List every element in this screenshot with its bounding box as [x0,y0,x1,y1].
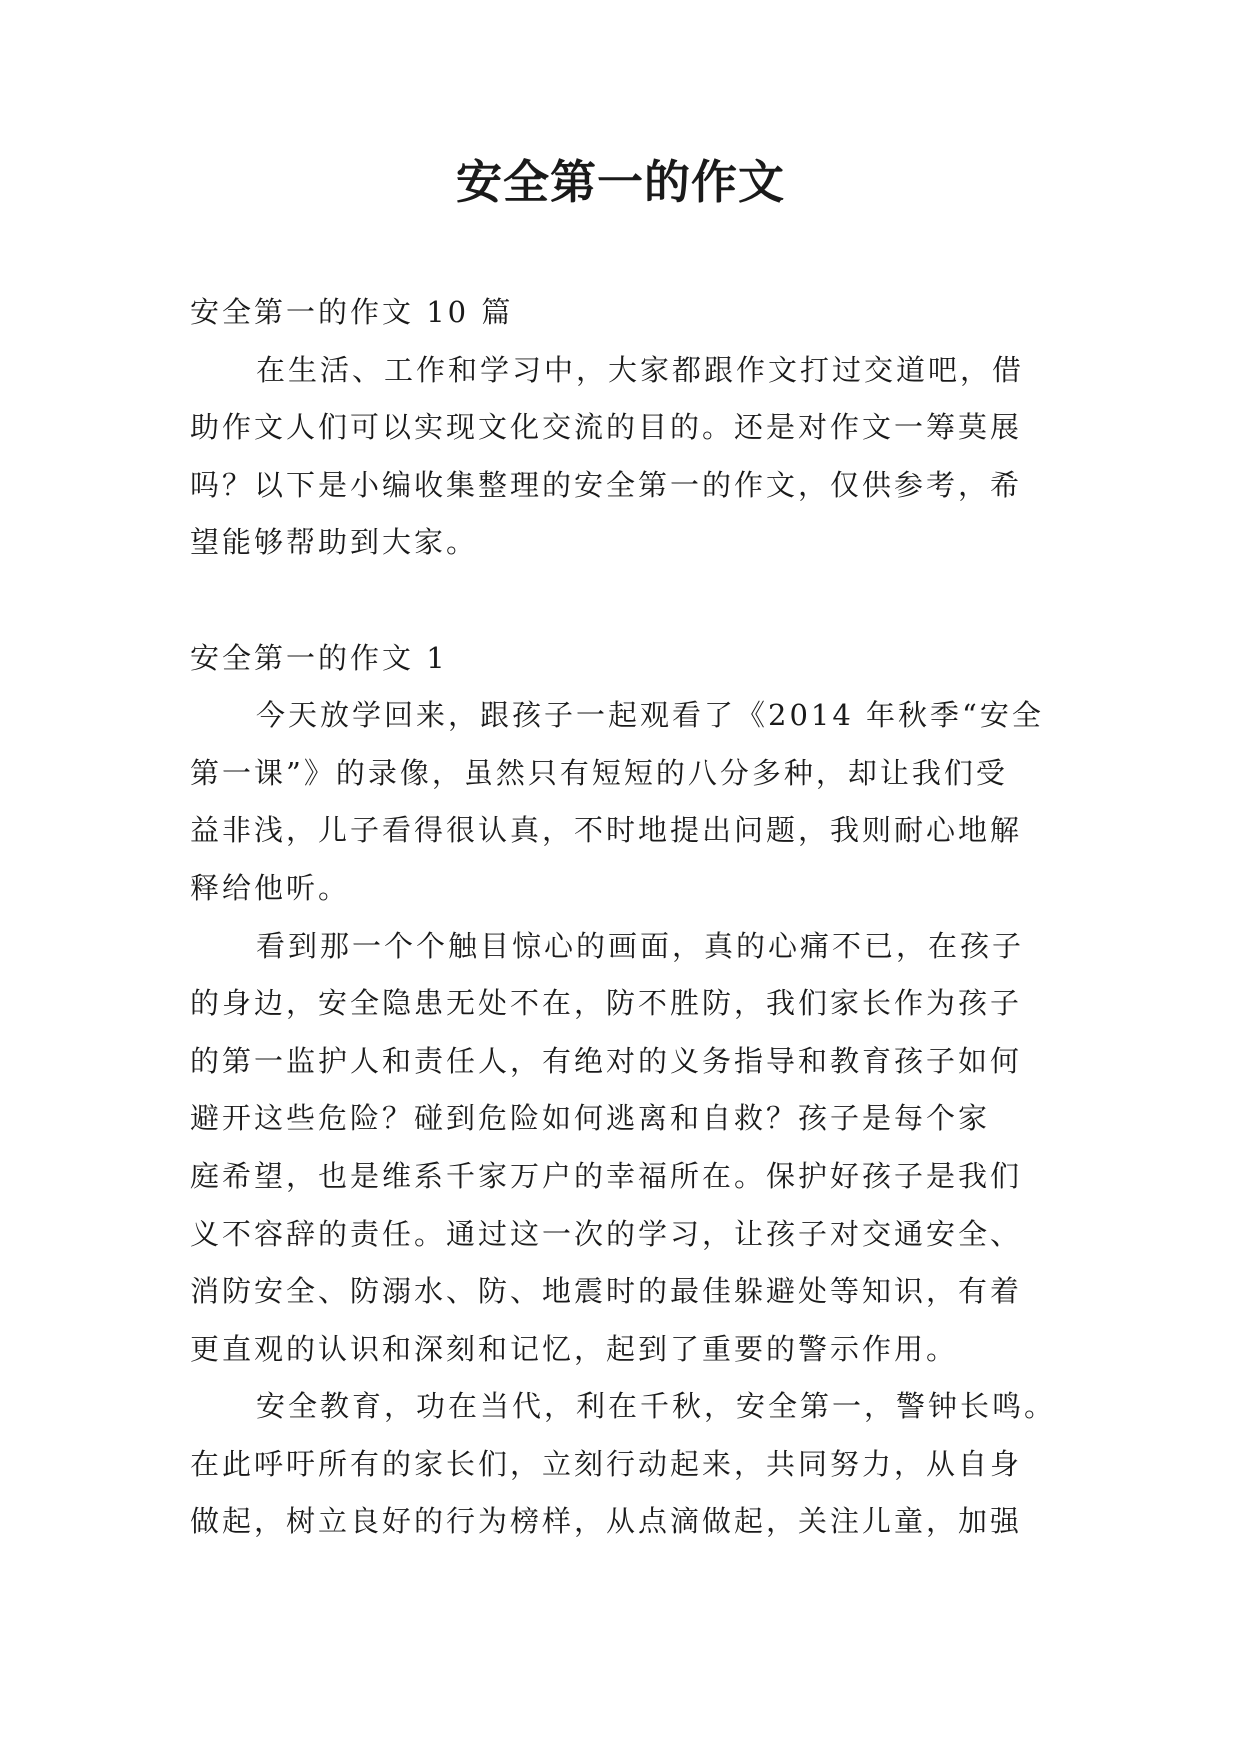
document-title: 安全第一的作文 [456,155,785,209]
paragraph-line: 避开这些危险？碰到危险如何逃离和自救？孩子是每个家 [190,1101,991,1136]
paragraph-line: 的第一监护人和责任人，有绝对的义务指导和教育孩子如何 [190,1043,1023,1078]
paragraph-line: 今天放学回来，跟孩子一起观看了《2014 年秋季“安全 [256,698,1044,733]
paragraph-line: 义不容辞的责任。通过这一次的学习，让孩子对交通安全、 [190,1216,1023,1251]
section-spacer [190,572,1050,630]
intro-line: 望能够帮助到大家。 [190,525,479,560]
essay-1-heading: 安全第一的作文 1 [190,640,448,675]
paragraph-line: 消防安全、防溺水、防、地震时的最佳躲避处等知识，有着 [190,1274,1023,1309]
paragraph-line: 更直观的认识和深刻和记忆，起到了重要的警示作用。 [190,1331,959,1366]
intro-line: 吗？以下是小编收集整理的安全第一的作文，仅供参考，希 [190,467,1023,502]
paragraph-line: 庭希望，也是维系千家万户的幸福所在。保护好孩子是我们 [190,1158,1023,1193]
document-body [190,284,1057,1551]
paragraph-line: 在此呼吁所有的家长们，立刻行动起来，共同努力，从自身 [190,1446,1023,1481]
essay-1-paragraph-1 [190,687,1050,917]
essay-1-paragraph-3 [190,1378,1057,1551]
paragraph-line: 第一课”》的录像，虽然只有短短的八分多种，却让我们受 [190,755,1008,790]
paragraph-line: 益非浅，儿子看得很认真，不时地提出问题，我则耐心地解 [190,813,1023,848]
intro-line: 在生活、工作和学习中，大家都跟作文打过交道吧，借 [256,352,1025,387]
paragraph-line: 看到那一个个触目惊心的画面，真的心痛不已，在孩子 [256,928,1025,963]
essay-1-paragraph-2 [190,918,1050,1379]
intro-paragraph [190,342,1050,572]
intro-line: 助作文人们可以实现文化交流的目的。还是对作文一筹莫展 [190,410,1023,445]
paragraph-line: 做起，树立良好的行为榜样，从点滴做起，关注儿童，加强 [190,1504,1023,1539]
paragraph-line: 安全教育，功在当代，利在千秋，安全第一，警钟长鸣。 [256,1389,1057,1424]
paragraph-line: 释给他听。 [190,870,351,905]
collection-heading: 安全第一的作文 10 篇 [190,295,514,329]
paragraph-line: 的身边，安全隐患无处不在，防不胜防，我们家长作为孩子 [190,986,1023,1021]
